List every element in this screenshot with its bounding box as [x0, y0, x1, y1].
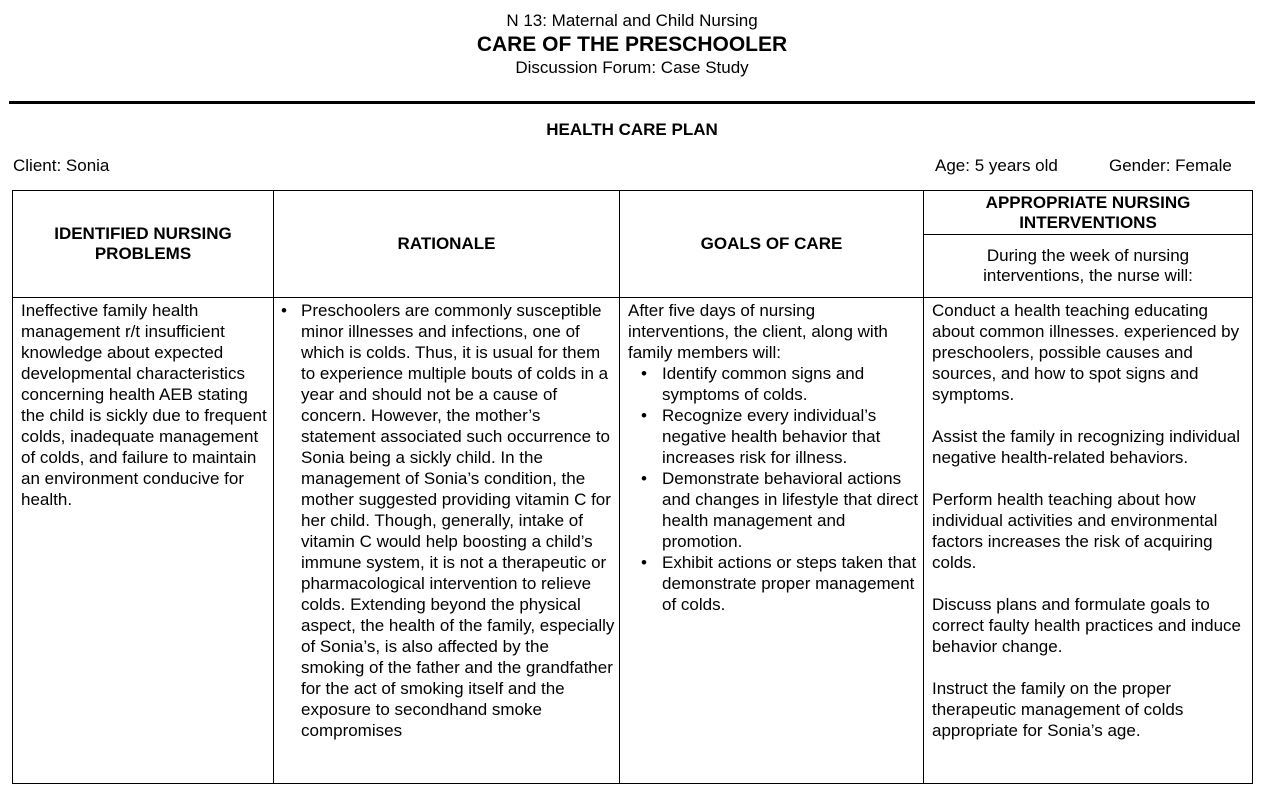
- interventions-cell: [932, 300, 1248, 762]
- rationale-text: • Preschoolers are commonly susceptible minor illnesses and infections, one of which is colds. Thus, it is usual for them to experience multiple bouts of colds in a year and should not be a cause of concern. However, the mother’s statement associated such occurrence to Sonia being a sickly child. In the management of Sonia’s condition, the mother suggested providing vitamin C for her child. Though, generally, intake of vitamin C would help boosting a child’s immune system, it is not a therapeutic or pharmacological intervention to relieve colds. Extending beyond the physical aspect, the health of the family, especially of Sonia’s, is also affected by the smoking of the father and the grandfather for the act of smoking itself and the exposure to secondhand smoke compromises: [275, 300, 615, 741]
- document-subtitle: Discussion Forum: Case Study: [515, 58, 749, 77]
- document-title: CARE OF THE PRESCHOOLER: [476, 33, 788, 56]
- problem-cell: [21, 300, 269, 510]
- goal-item: • Exhibit actions or steps taken that demonstrate proper management of colds.: [628, 552, 920, 615]
- goal-item: • Identify common signs and symptoms of colds.: [628, 363, 920, 405]
- intervention-item: Instruct the family on the proper therapeutic management of colds appropriate for Sonia’s age.: [932, 679, 1184, 740]
- goals-intro: After five days of nursing interventions, the client, along with family members will:: [628, 301, 888, 362]
- header-interventions: APPROPRIATE NURSING INTERVENTIONS: [985, 192, 1191, 232]
- goal-item: • Demonstrate behavioral actions and changes in lifestyle that direct health management and promotion.: [628, 468, 920, 552]
- intervention-item: Discuss plans and formulate goals to correct faulty health practices and induce behavior change.: [932, 595, 1242, 656]
- header-goals: GOALS OF CARE: [700, 234, 843, 253]
- header-problems: IDENTIFIED NURSING PROBLEMS: [54, 224, 232, 263]
- intervention-item: Assist the family in recognizing individual negative health-related behaviors.: [932, 427, 1241, 467]
- header-row-divider: [13, 297, 1252, 298]
- rationale-cell: [275, 300, 615, 784]
- header-rationale: RATIONALE: [397, 234, 496, 253]
- header-divider: [9, 101, 1255, 104]
- problem-text: Ineffective family health management r/t insufficient knowledge about expected developmental characteristics concerning health AEB stating the child is sickly due to frequent colds, inadequate management of colds, and failure to maintain an environment conducive for health.: [21, 301, 267, 509]
- client-age: Age: 5 years old: [935, 156, 1058, 175]
- client-name: Client: Sonia: [13, 156, 110, 175]
- client-gender: Gender: Female: [1109, 156, 1232, 175]
- goal-item: • Recognize every individual’s negative health behavior that increases risk for illness.: [628, 405, 920, 468]
- intervention-item: Perform health teaching about how individual activities and environmental factors increases the risk of acquiring colds.: [932, 490, 1218, 572]
- plan-title: HEALTH CARE PLAN: [546, 120, 718, 139]
- care-plan-table: [12, 190, 1253, 784]
- intervention-item: Conduct a health teaching educating about common illnesses. experienced by preschoolers, possible causes and sources, and how to spot signs and symptoms.: [932, 301, 1240, 404]
- header-interventions-subtext: During the week of nursing interventions, the nurse will:: [983, 246, 1193, 285]
- goals-cell: [628, 300, 920, 615]
- course-line: N 13: Maternal and Child Nursing: [506, 11, 758, 30]
